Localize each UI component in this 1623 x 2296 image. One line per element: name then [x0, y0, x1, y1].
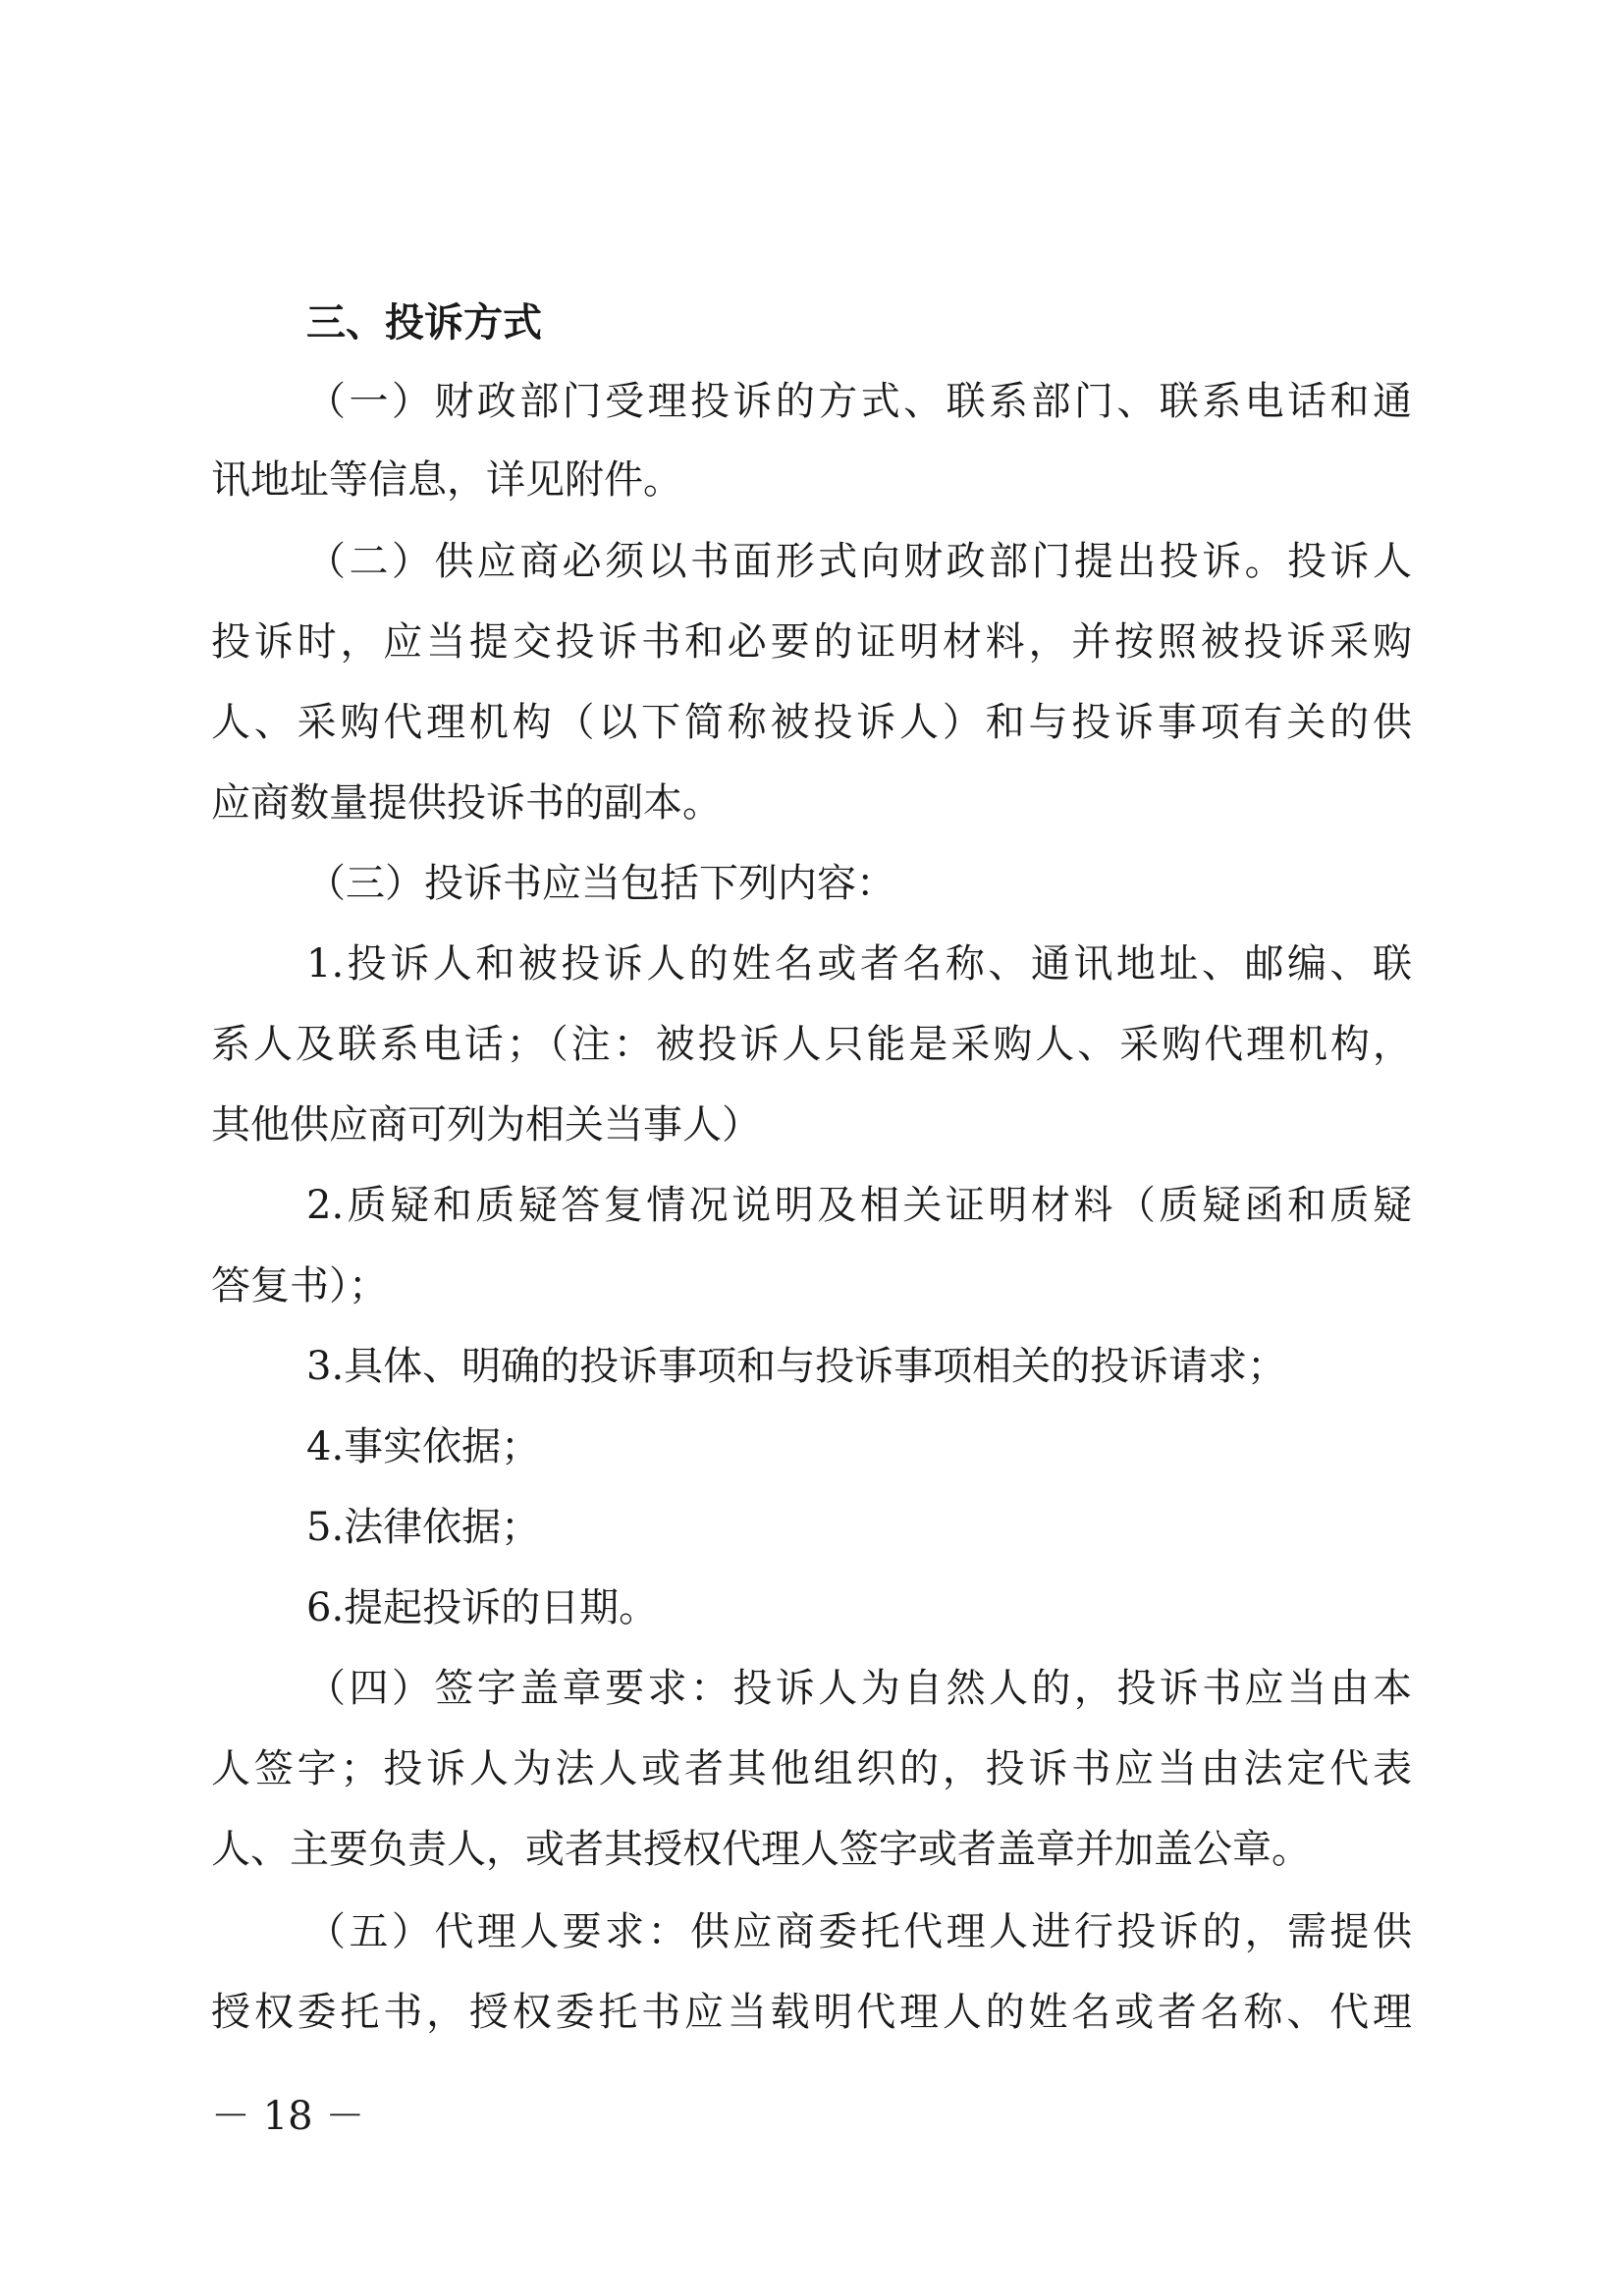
list-item-line: 其他供应商可列为相关当事人）: [211, 1102, 761, 1148]
paragraph-line: 人签字；投诉人为法人或者其他组织的，投诉书应当由法定代表: [211, 1746, 1412, 1791]
list-item-line: 1.投诉人和被投诉人的姓名或者名称、通讯地址、邮编、联: [306, 941, 1412, 987]
paragraph-line: （二）供应商必须以书面形式向财政部门提出投诉。投诉人: [306, 539, 1412, 584]
list-item-line: 4.事实依据；: [306, 1424, 541, 1469]
paragraph-line: 人、采购代理机构（以下简称被投诉人）和与投诉事项有关的供: [211, 700, 1412, 745]
list-item-line: 6.提起投诉的日期。: [306, 1585, 659, 1630]
list-item-line: 答复书）；: [211, 1263, 388, 1308]
list-item-line: 系人及联系电话；（注：被投诉人只能是采购人、采购代理机构，: [211, 1022, 1412, 1067]
paragraph-line: （五）代理人要求：供应商委托代理人进行投诉的，需提供: [306, 1909, 1412, 1954]
page-number: － 18 －: [211, 2094, 365, 2139]
paragraph-line: （一）财政部门受理投诉的方式、联系部门、联系电话和通: [306, 379, 1412, 424]
paragraph-line: （三）投诉书应当包括下列内容：: [306, 861, 895, 906]
list-item-line: 3.具体、明确的投诉事项和与投诉事项相关的投诉请求；: [306, 1344, 1287, 1389]
list-item-line: 2.质疑和质疑答复情况说明及相关证明材料（质疑函和质疑: [306, 1183, 1412, 1228]
paragraph-line: 授权委托书，授权委托书应当载明代理人的姓名或者名称、代理: [211, 1990, 1412, 2035]
paragraph-line: 讯地址等信息，详见附件。: [211, 457, 682, 503]
paragraph-line: （四）签字盖章要求：投诉人为自然人的，投诉书应当由本: [306, 1666, 1412, 1711]
paragraph-line: 应商数量提供投诉书的副本。: [211, 780, 722, 826]
section-heading: 三、投诉方式: [306, 300, 542, 346]
paragraph-line: 投诉时，应当提交投诉书和必要的证明材料，并按照被投诉采购: [211, 619, 1412, 665]
paragraph-line: 人、主要负责人，或者其授权代理人签字或者盖章并加盖公章。: [211, 1827, 1311, 1872]
list-item-line: 5.法律依据；: [306, 1505, 541, 1550]
